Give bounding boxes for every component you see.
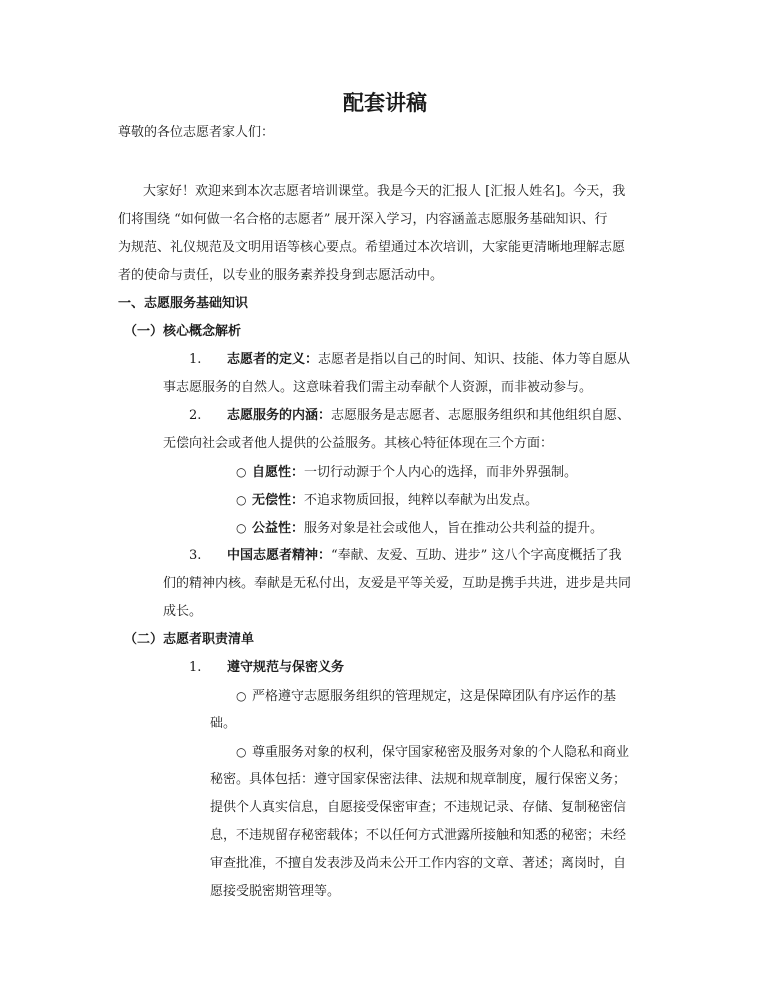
bullet-continuation: 息，不违规留存秘密载体；不以任何方式泄露所接触和知悉的秘密；未经 bbox=[210, 828, 627, 843]
bullet-voluntary bbox=[236, 463, 577, 482]
bullet-continuation: 提供个人真实信息，自愿接受保密审查；不违规记录、存储、复制秘密信 bbox=[210, 800, 627, 815]
intro-line-4: 者的使命与责任，以专业的服务素养投身到志愿活动中。 bbox=[118, 268, 444, 283]
item-continuation: 成长。 bbox=[163, 604, 203, 619]
greeting: 尊敬的各位志愿者家人们： bbox=[118, 125, 275, 140]
item-label: 遵守规范与保密义务 bbox=[227, 660, 345, 675]
item-text: 志愿服务是志愿者、志愿服务组织和其他组织自愿、 bbox=[331, 408, 631, 423]
circle-bullet-icon: ○ bbox=[236, 521, 247, 535]
list-number: 1. bbox=[189, 352, 202, 367]
item-text: “奉献、友爱、互助、进步” 这八个字高度概括了我 bbox=[331, 548, 622, 563]
subsection-2-heading: （二）志愿者职责清单 bbox=[124, 632, 255, 647]
bullet-continuation: 础。 bbox=[210, 716, 237, 731]
list-item-definition bbox=[189, 351, 630, 369]
list-item-compliance bbox=[189, 659, 344, 677]
item-continuation: 们的精神内核。奉献是无私付出，友爱是平等关爱，互助是携手共进，进步是共同 bbox=[163, 576, 632, 591]
intro-line-3: 为规范、礼仪规范及文明用语等核心要点。希望通过本次培训，大家能更清晰地理解志愿 bbox=[118, 240, 626, 255]
circle-bullet-icon: ○ bbox=[236, 465, 247, 479]
item-text: 志愿者是指以自己的时间、知识、技能、体力等自愿从 bbox=[318, 352, 631, 367]
list-number: 2. bbox=[189, 408, 202, 423]
item-continuation: 无偿向社会或者他人提供的公益服务。其核心特征体现在三个方面： bbox=[163, 436, 554, 451]
item-label: 志愿者的定义： bbox=[227, 352, 319, 367]
intro-line-1: 大家好！欢迎来到本次志愿者培训课堂。我是今天的汇报人 [汇报人姓名]。今天，我 bbox=[143, 184, 626, 199]
list-number: 1. bbox=[189, 660, 202, 675]
bullet-public-welfare bbox=[236, 519, 603, 538]
list-number: 3. bbox=[189, 548, 202, 563]
list-item-connotation bbox=[189, 407, 630, 425]
section-1-heading: 一、志愿服务基础知识 bbox=[118, 296, 249, 311]
bullet-label: 无偿性： bbox=[252, 493, 305, 508]
bullet-rules bbox=[236, 687, 616, 706]
bullet-unpaid bbox=[236, 491, 538, 510]
item-continuation: 事志愿服务的自然人。这意味着我们需主动奉献个人资源，而非被动参与。 bbox=[163, 380, 593, 395]
circle-bullet-icon: ○ bbox=[236, 689, 247, 703]
bullet-continuation: 秘密。具体包括：遵守国家保密法律、法规和规章制度，履行保密义务； bbox=[210, 772, 627, 787]
circle-bullet-icon: ○ bbox=[236, 493, 247, 507]
bullet-confidentiality bbox=[236, 743, 629, 762]
bullet-label: 公益性： bbox=[252, 521, 305, 536]
bullet-text: 一切行动源于个人内心的选择，而非外界强制。 bbox=[304, 465, 578, 480]
subsection-1-heading: （一）核心概念解析 bbox=[124, 324, 242, 339]
bullet-text: 严格遵守志愿服务组织的管理规定，这是保障团队有序运作的基 bbox=[252, 689, 617, 704]
intro-line-2: 们将围绕 “如何做一名合格的志愿者” 展开深入学习，内容涵盖志愿服务基础知识、行 bbox=[118, 212, 608, 227]
item-label: 中国志愿者精神： bbox=[227, 548, 332, 563]
bullet-label: 自愿性： bbox=[252, 465, 305, 480]
bullet-text: 服务对象是社会或他人，旨在推动公共利益的提升。 bbox=[304, 521, 604, 536]
list-item-spirit bbox=[189, 547, 621, 565]
bullet-text: 尊重服务对象的权利，保守国家秘密及服务对象的个人隐私和商业 bbox=[252, 745, 630, 760]
bullet-continuation: 愿接受脱密期管理等。 bbox=[210, 884, 341, 899]
bullet-text: 不追求物质回报，纯粹以奉献为出发点。 bbox=[304, 493, 539, 508]
item-label: 志愿服务的内涵： bbox=[227, 408, 332, 423]
document-title: 配套讲稿 bbox=[343, 90, 427, 115]
bullet-continuation: 审查批准，不擅自发表涉及尚未公开工作内容的文章、著述；离岗时，自 bbox=[210, 856, 627, 871]
circle-bullet-icon: ○ bbox=[236, 745, 247, 759]
